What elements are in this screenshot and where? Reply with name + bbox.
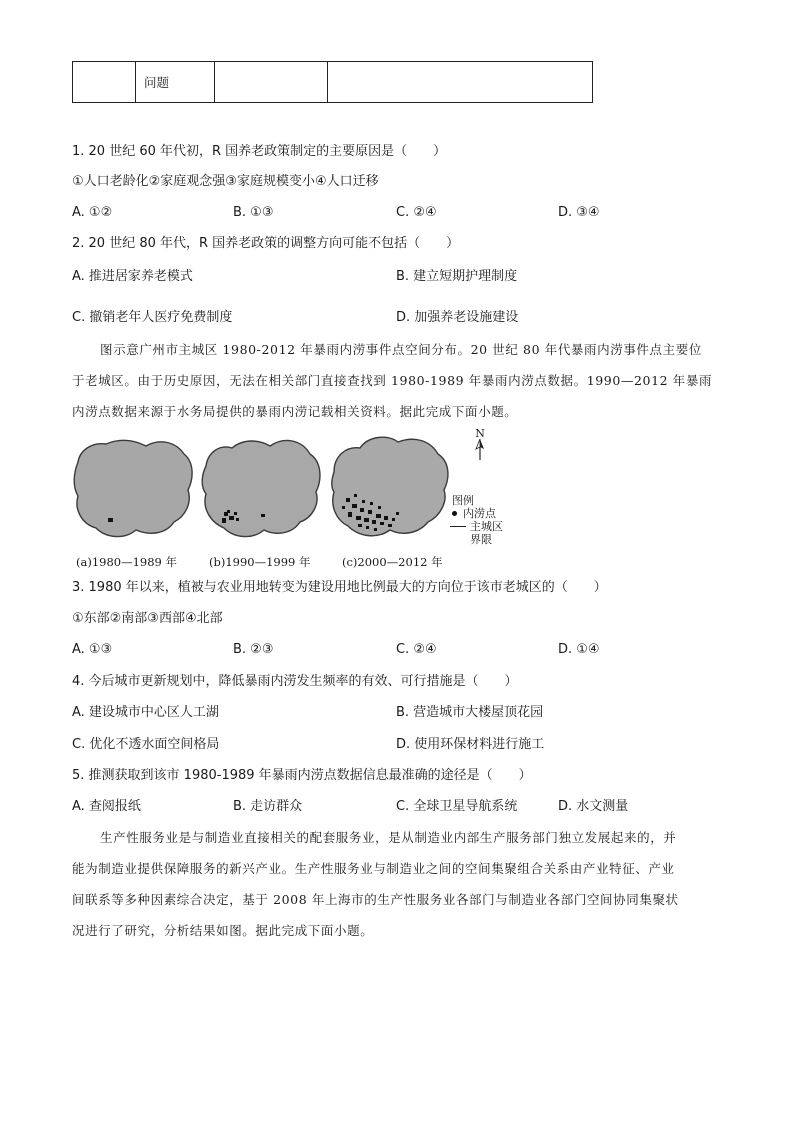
question-3-choices: ①东部②南部③西部④北部: [72, 611, 223, 626]
passage-2-line-2: 能为制造业提供保障服务的新兴产业。生产性服务业与制造业之间的空间集聚组合关系由产业特征、产业: [72, 861, 675, 876]
question-5-option-c: C. 全球卫星导航系统: [396, 799, 518, 814]
passage-2-line-3: 间联系等多种因素综合决定，基于 2008 年上海市的生产性服务业各部门与制造业各部门空间协同集聚状: [72, 892, 679, 907]
question-4-option-c: C. 优化不透水面空间格局: [72, 737, 220, 752]
boundary-line-icon: [450, 526, 466, 527]
passage-1-line-2: 于老城区。由于历史原因，无法在相关部门直接查找到 1980-1989 年暴雨内涝点数据。1990—2012 年暴雨: [72, 373, 713, 388]
legend-title: 图例: [452, 494, 474, 507]
question-1-choices: ①人口老龄化②家庭观念强③家庭规模变小④人口迁移: [72, 174, 379, 189]
question-2-stem: 2. 20 世纪 80 年代，R 国养老政策的调整方向可能不包括（ ）: [72, 236, 460, 251]
passage-2-line-1: 生产性服务业是与制造业直接相关的配套服务业，是从制造业内部生产服务部门独立发展起来的，并: [100, 830, 677, 845]
question-5-stem: 5. 推测获取到该市 1980-1989 年暴雨内涝点数据信息最准确的途径是（ ）: [72, 768, 532, 783]
question-2-option-c: C. 撤销老年人医疗免费制度: [72, 310, 233, 325]
north-arrow-icon: [474, 439, 486, 461]
question-1-option-d: D. ③④: [558, 205, 600, 220]
question-1-option-b: B. ①③: [233, 205, 274, 220]
question-1-option-c: C. ②④: [396, 205, 437, 220]
question-2-option-a: A. 推进居家养老模式: [72, 269, 193, 284]
north-label: N: [475, 427, 485, 440]
question-5-option-d: D. 水文测量: [558, 799, 629, 814]
map-1990-1999: [200, 432, 328, 548]
question-3-option-c: C. ②④: [396, 642, 437, 657]
question-1-option-a: A. ①②: [72, 205, 113, 220]
question-1-stem: 1. 20 世纪 60 年代初，R 国养老政策制定的主要原因是（ ）: [72, 144, 447, 159]
question-3-stem: 3. 1980 年以来，植被与农业用地转变为建设用地比例最大的方向位于该市老城区的（ ）: [72, 580, 607, 595]
map-1980-1989: [70, 432, 198, 548]
table-cell: [328, 62, 593, 103]
table-cell: [215, 62, 328, 103]
passage-2-line-4: 况进行了研究，分析结果如图。据此完成下面小题。: [72, 923, 374, 938]
question-4-option-b: B. 营造城市大楼屋顶花园: [396, 705, 544, 720]
question-4-stem: 4. 今后城市更新规划中，降低暴雨内涝发生频率的有效、可行措施是（ ）: [72, 674, 518, 689]
question-3-option-b: B. ②③: [233, 642, 274, 657]
north-arrow: [474, 428, 486, 465]
passage-1-line-1: 图示意广州市主城区 1980-2012 年暴雨内涝事件点空间分布。20 世纪 80 年代暴雨内涝事件点主要位: [100, 342, 702, 357]
question-5-option-a: A. 查阅报纸: [72, 799, 141, 814]
map-legend: [450, 494, 503, 546]
legend-boundary-2: 界限: [470, 533, 492, 546]
caption-c: (c)2000—2012 年: [342, 555, 443, 569]
question-2-option-d: D. 加强养老设施建设: [396, 310, 519, 325]
legend-flood-point: 内涝点: [463, 507, 496, 520]
question-5-option-b: B. 走访群众: [233, 799, 303, 814]
flood-point-icon: [452, 511, 457, 516]
table-cell: [73, 62, 136, 103]
map-2000-2012: [330, 432, 452, 548]
caption-b: (b)1990—1999 年: [209, 555, 311, 569]
flood-point: [108, 518, 113, 522]
caption-a: (a)1980—1989 年: [76, 555, 178, 569]
question-3-option-a: A. ①③: [72, 642, 113, 657]
question-4-option-d: D. 使用环保材料进行施工: [396, 737, 545, 752]
legend-boundary-1: 主城区: [470, 520, 503, 533]
question-3-option-d: D. ①④: [558, 642, 600, 657]
passage-1-line-3: 内涝点数据来源于水务局提供的暴雨内涝记载相关资料。据此完成下面小题。: [72, 404, 518, 419]
question-2-option-b: B. 建立短期护理制度: [396, 269, 518, 284]
question-4-option-a: A. 建设城市中心区人工湖: [72, 705, 219, 720]
table-cell-problem: 问题: [136, 62, 215, 103]
top-table: [72, 61, 593, 103]
